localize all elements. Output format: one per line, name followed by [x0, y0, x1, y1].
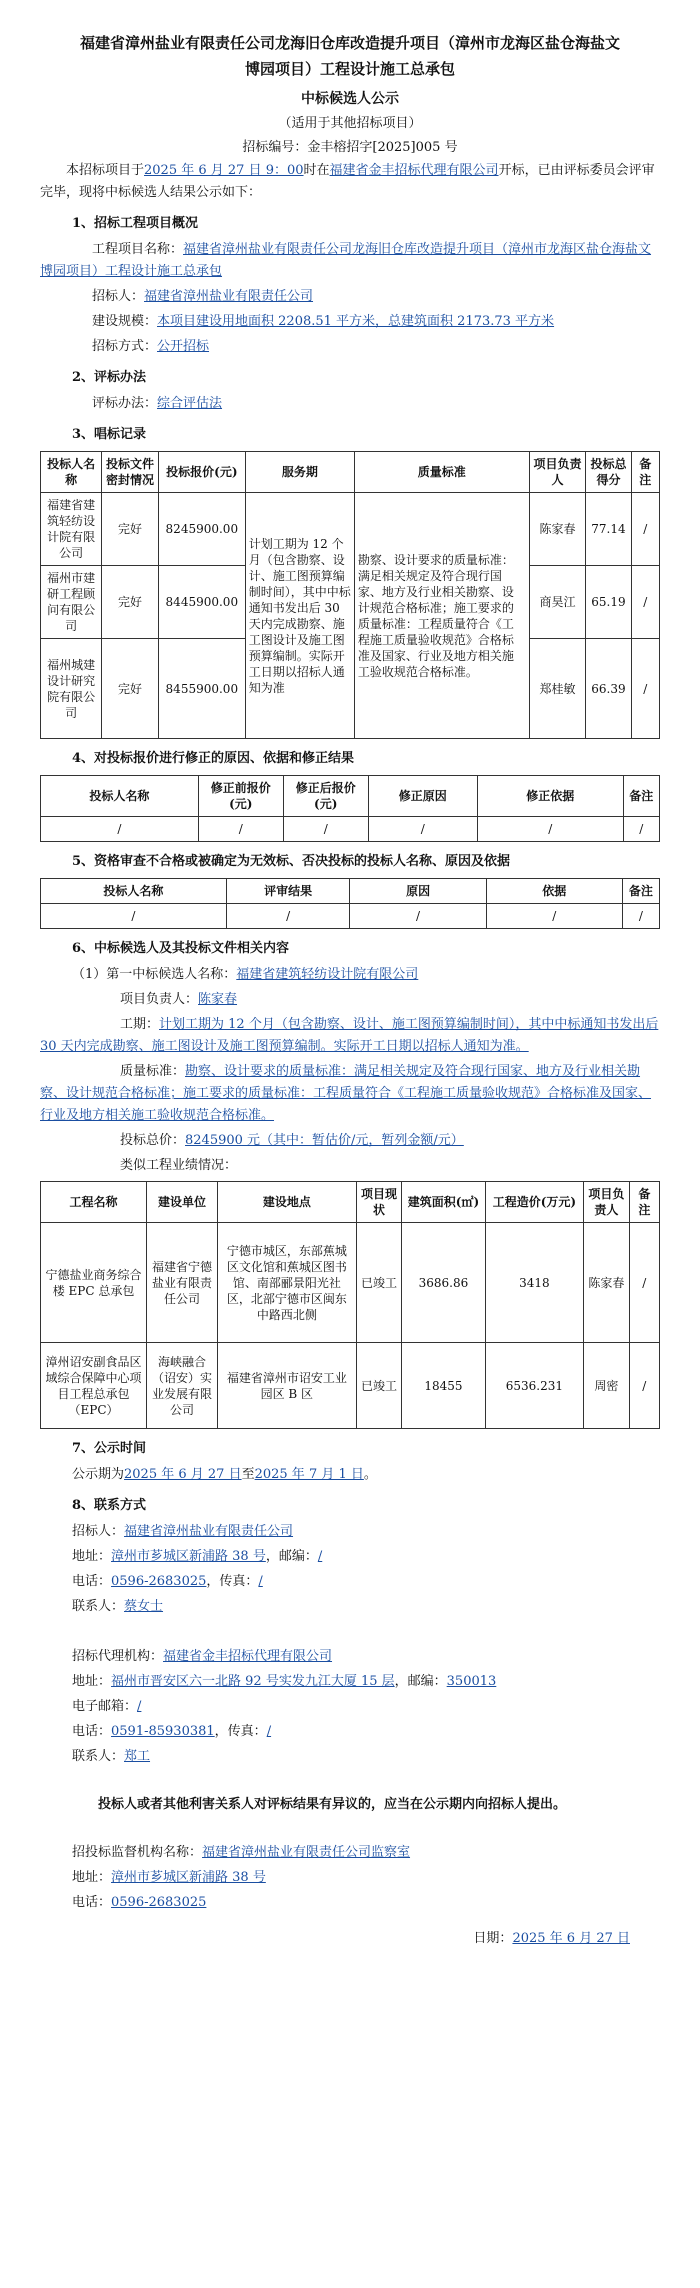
table-header-row: 投标人名称 修正前报价(元) 修正后报价(元) 修正原因 修正依据 备注 [41, 776, 660, 817]
contact-owner-phone: 电话：0596-2683025，传真：/ [72, 1574, 263, 1589]
scope-note: （适用于其他招标项目） [278, 116, 422, 131]
table-header-row: 投标人名称 投标文件密封情况 投标报价(元) 服务期 质量标准 项目负责人 投标总得分 备注 [41, 452, 660, 493]
table-row: 漳州诏安副食品区域综合保障中心项目工程总承包（EPC） 海峡融合（诏安）实业发展有限公司 福建省漳州市诏安工业园区 B 区 已竣工 18455 6536.231 周密 / [41, 1343, 660, 1429]
supervision-phone: 电话：0596-2683025 [72, 1895, 207, 1910]
contact-agent-address: 地址：福州市晋安区六一北路 92 号实发九江大厦 15 层，邮编：350013 [72, 1674, 497, 1689]
period-value: 计划工期为 12 个月（包含勘察、设计、施工图预算编制时间），其中中标通知书发出后 30 天内完成勘察、施工图设计及施工图预算编制。实际开工日期以招标人通知为准。 [40, 1017, 659, 1054]
method-value: 公开招标 [157, 339, 210, 354]
performance-table [40, 1181, 660, 1429]
leader-name: 陈家春 [198, 992, 238, 1007]
leader-line: 项目负责人：陈家春 [120, 992, 238, 1007]
method-line: 招标方式：公开招标 [92, 339, 210, 354]
open-date: 2025 年 6 月 27 日 9：00 [144, 163, 304, 178]
section1-heading: 1、招标工程项目概况 [72, 216, 199, 231]
contact-agent-person: 联系人：郑工 [72, 1749, 151, 1764]
publicity-start: 2025 年 6 月 27 日 [124, 1467, 242, 1482]
performance-label: 类似工程业绩情况： [120, 1158, 238, 1173]
table-row: 福建省建筑轻纺设计院有限公司 完好 8245900.00 计划工期为 12 个月（包含勘察、设计、施工图预算编制时间），其中中标通知书发出后 30 天内完成勘察、施工图设计及施工图预算编制。实际开工日期以招标人通知为准 勘察、设计要求的质量标准：满足相关规定及符合现行国家、地方及行业相关勘察、设计规范合格标准；施工要求的质量标准：工程质量符合《工程施工质量验收规范》合格标准及国家、行业及地方相关施工验收规范合格标准。 陈家春 77.14 / [41, 493, 660, 566]
contact-owner-person: 联系人：蔡女士 [72, 1599, 164, 1614]
bid-record-table [40, 451, 660, 739]
owner-name: 福建省漳州盐业有限责任公司 [144, 289, 314, 304]
eval-method: 综合评估法 [157, 396, 223, 411]
period-line: 工期：计划工期为 12 个月（包含勘察、设计、施工图预算编制时间），其中中标通知书发出后 30 天内完成勘察、施工图设计及施工图预算编制。实际开工日期以招标人通知为准。 [40, 1017, 659, 1054]
price-line: 投标总价：8245900 元（其中：暂估价/元，暂列金额/元） [120, 1133, 464, 1148]
table-header-row: 工程名称 建设单位 建设地点 项目现状 建筑面积(㎡) 工程造价(万元) 项目负责人 备注 [41, 1182, 660, 1223]
quality-cell: 勘察、设计要求的质量标准：满足相关规定及符合现行国家、地方及行业相关勘察、设计规范合格标准；施工要求的质量标准：工程质量符合《工程施工质量验收规范》合格标准及国家、行业及地方相关施工验收规范合格标准。 [354, 493, 529, 739]
table-row: / / / / / / [41, 817, 660, 842]
open-place: 福建省金丰招标代理有限公司 [329, 163, 499, 178]
supervision-address: 地址：漳州市芗城区新浦路 38 号 [72, 1870, 266, 1885]
section5-heading: 5、资格审查不合格或被确定为无效标、否决投标的投标人名称、原因及依据 [72, 854, 511, 869]
page-title: 福建省漳州盐业有限责任公司龙海旧仓库改造提升项目（漳州市龙海区盐仓海盐文博园项目）工程设计施工总承包 [80, 34, 621, 78]
section2-heading: 2、评标办法 [72, 370, 147, 385]
page-subtitle: 中标候选人公示 [301, 91, 399, 107]
section8-heading: 8、联系方式 [72, 1498, 147, 1513]
intro-paragraph: 本招标项目于2025 年 6 月 27 日 9：00时在福建省金丰招标代理有限公司开标，已由评标委员会评审完毕，现将中标候选人结果公示如下： [40, 163, 655, 200]
publicity-line: 公示期为2025 年 6 月 27 日至2025 年 7 月 1 日。 [72, 1467, 377, 1482]
first-candidate-name: 福建省建筑轻纺设计院有限公司 [236, 967, 419, 982]
section4-heading: 4、对投标报价进行修正的原因、依据和修正结果 [72, 751, 355, 766]
bid-number: 招标编号：金丰榕招字[2025]005 号 [242, 140, 458, 155]
correction-table [40, 775, 660, 842]
contact-agent-phone: 电话：0591-85930381，传真：/ [72, 1724, 272, 1739]
disqualified-table [40, 878, 660, 929]
quality-line: 质量标准：勘察、设计要求的质量标准：满足相关规定及符合现行国家、地方及行业相关勘察、设计规范合格标准；施工要求的质量标准：工程质量符合《工程施工质量验收规范》合格标准及国家、行业及地方相关施工验收规范合格标准。 [40, 1064, 652, 1123]
footer-date: 日期：2025 年 6 月 27 日 [473, 1931, 630, 1946]
table-row: 宁德盐业商务综合楼 EPC 总承包 福建省宁德盐业有限责任公司 宁德市城区，东部蕉城区文化馆和蕉城区图书馆、南部郦景阳光社区，北部宁德市区闽东中路西北侧 已竣工 3686.86 3418 陈家春 / [41, 1223, 660, 1343]
table-header-row: 投标人名称 评审结果 原因 依据 备注 [41, 879, 660, 904]
first-candidate-line: （1）第一中标候选人名称：福建省建筑轻纺设计院有限公司 [72, 967, 419, 982]
section6-heading: 6、中标候选人及其投标文件相关内容 [72, 941, 290, 956]
scale-line: 建设规模：本项目建设用地面积 2208.51 平方米，总建筑面积 2173.73 平方米 [92, 314, 555, 329]
section3-heading: 3、唱标记录 [72, 427, 147, 442]
table-row: 福州城建设计研究院有限公司 完好 8455900.00 郑桂敏 66.39 / [41, 639, 660, 739]
objection-note: 投标人或者其他利害关系人对评标结果有异议的，应当在公示期内向招标人提出。 [98, 1797, 567, 1812]
project-name-line: 工程项目名称：福建省漳州盐业有限责任公司龙海旧仓库改造提升项目（漳州市龙海区盐仓海盐文博园项目）工程设计施工总承包 [40, 242, 652, 279]
contact-agent-line: 招标代理机构：福建省金丰招标代理有限公司 [72, 1649, 333, 1664]
price-value: 8245900 元（其中：暂估价/元，暂列金额/元） [185, 1133, 464, 1148]
owner-line: 招标人：福建省漳州盐业有限责任公司 [92, 289, 314, 304]
contact-owner-line: 招标人：福建省漳州盐业有限责任公司 [72, 1524, 294, 1539]
project-name: 福建省漳州盐业有限责任公司龙海旧仓库改造提升项目（漳州市龙海区盐仓海盐文博园项目）工程设计施工总承包 [40, 242, 652, 279]
contact-owner-address: 地址：漳州市芗城区新浦路 38 号，邮编：/ [72, 1549, 323, 1564]
table-row: 福州市建研工程顾问有限公司 完好 8445900.00 商昊江 65.19 / [41, 566, 660, 639]
supervision-line: 招投标监督机构名称：福建省漳州盐业有限责任公司监察室 [72, 1845, 411, 1860]
table-row: / / / / / [41, 904, 660, 929]
service-period-cell: 计划工期为 12 个月（包含勘察、设计、施工图预算编制时间），其中中标通知书发出后 30 天内完成勘察、施工图设计及施工图预算编制。实际开工日期以招标人通知为准 [245, 493, 354, 739]
section7-heading: 7、公示时间 [72, 1441, 147, 1456]
scale-value: 本项目建设用地面积 2208.51 平方米，总建筑面积 2173.73 平方米 [157, 314, 555, 329]
contact-agent-email: 电子邮箱：/ [72, 1699, 142, 1714]
publicity-end: 2025 年 7 月 1 日 [254, 1467, 364, 1482]
eval-line: 评标办法：综合评估法 [92, 396, 223, 411]
quality-value: 勘察、设计要求的质量标准：满足相关规定及符合现行国家、地方及行业相关勘察、设计规范合格标准；施工要求的质量标准：工程质量符合《工程施工质量验收规范》合格标准及国家、行业及地方相关施工验收规范合格标准。 [40, 1064, 652, 1123]
